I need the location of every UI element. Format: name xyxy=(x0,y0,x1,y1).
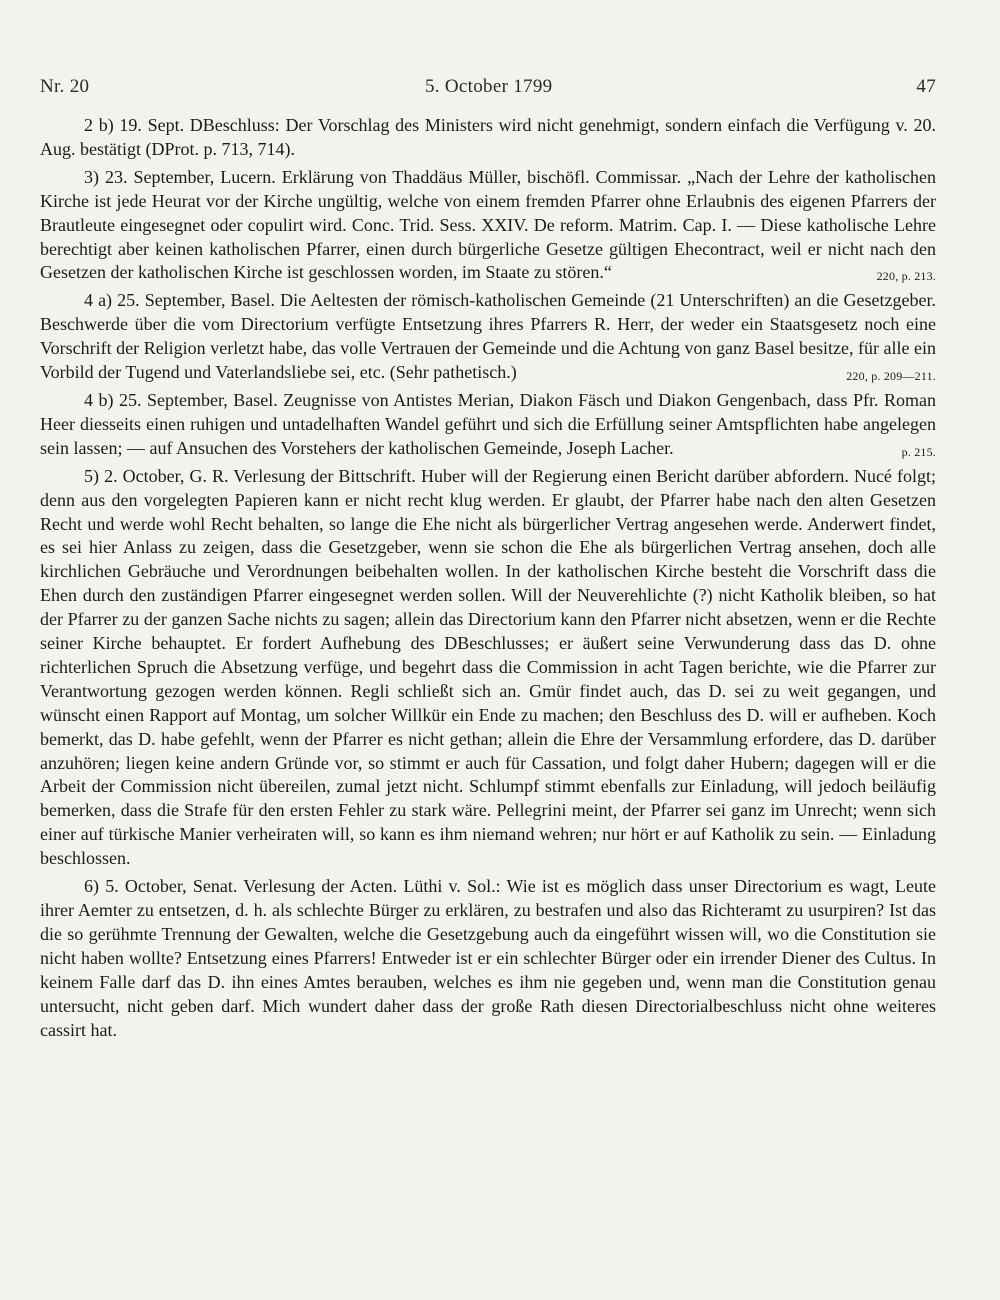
source-reference: p. 215. xyxy=(901,444,936,459)
paragraph-text: 5) 2. October, G. R. Verlesung der Bittschrift. Huber will der Regierung einen Bericht darüber abfordern. Nucé folgt; denn aus den vorgelegten Papieren kann er nicht recht klug werden. Er glaubt, der Pfarrer habe nach den alten Gesetzen Recht und werde wohl Recht behalten, so lange die Ehe nicht als bürgerlicher Vertrag angesehen werde. Anderwert findet, es sei hier Anlass zu zeigen, dass die Gesetzgeber, wenn sie schon die Ehe als bürgerlichen Vertrag ansehen, doch alle kirchlichen Gebräuche und Verordnungen beibehalten wollen. In der katholischen Kirche besteht die Vorschrift dass die Ehen durch den zuständigen Pfarrer eingesegnet werden sollen. Will der Neuverehlichte (?) nicht Katholik bleiben, so hat der Pfarrer zu der ganzen Sache nichts zu sagen; allein das Directorium kann den Pfarrer nicht absetzen, wenn er die Rechte seiner Kirche behauptet. Er fordert Aufhebung des DBeschlusses; er äußert seine Verwunderung dass das D. ohne richterlichen Spruch die Absetzung verfüge, und begehrt dass die Commission in acht Tagen berichte, wie die Pfarrer zur Verantwortung gezogen werden können. Regli schließt sich an. Gmür findet auch, das D. sei zu weit gegangen, und wünscht einen Rapport auf Montag, um solcher Willkür ein Ende zu machen; den Beschluss des D. will er aufheben. Koch bemerkt, das D. habe gefehlt, wenn der Pfarrer es nicht gethan; allein die Ehre der Versammlung erfordere, das D. darüber anzuhören; liegen keine andern Gründe vor, so stimmt er auch für Cassation, und folgt daher Hubern; dagegen will er die Arbeit der Commission nicht übereilen, zumal jetzt nicht. Schlumpf stimmt ebenfalls zur Einladung, will jedoch beiläufig bemerken, dass die Strafe für den ersten Fehler zu stark wäre. Pellegrini meint, der Pfarrer sei ganz im Unrecht; wenn sich einer auf türkische Manier verheiraten will, so kann es ihm niemand wehren; nur hört er auf Katholik zu sein. — Einladung beschlossen. xyxy=(40,465,936,869)
source-reference: 220, p. 209—211. xyxy=(846,369,936,384)
paragraph-5 xyxy=(40,465,936,871)
paragraph-2b xyxy=(40,114,936,162)
document-body xyxy=(40,114,936,1046)
paragraph-text: 4 a) 25. September, Basel. Die Aeltesten der römisch-katholischen Gemeinde (21 Unterschriften) an die Gesetzgeber. Beschwerde über die vom Directorium verfügte Entsetzung ihres Pfarrers R. Herr, der weder ein Staatsgesetz noch eine Vorschrift der Religion verletzt habe, das volle Vertrauen der Gemeinde und die Achtung von ganz Basel besitze, für alle ein Vorbild der Tugend und Vaterlandsliebe sei, etc. (Sehr pathetisch.) xyxy=(40,290,936,383)
paragraph-text: 6) 5. October, Senat. Verlesung der Acten. Lüthi v. Sol.: Wie ist es möglich dass unser Directorium es wagt, Leute ihrer Aemter zu entsetzen, d. h. als schlechte Bürger zu erklären, zu bestrafen und also das Richteramt zu usurpiren? Ist das die so gerühmte Trennung der Gewalten, welche die Gesetzgebung auch da eingeführt wissen will, wo die Constitution sie nicht haben wollte? Entsetzung eines Pfarrers! Entweder ist er ein schlechter Bürger oder ein irrender Diener des Cultus. In keinem Falle darf das D. ihn eines Amtes berauben, welches es ihm nie gegeben und, wenn man die Constitution genau untersucht, nicht geben darf. Mich wundert daher dass der große Rath diesen Directorialbeschluss nicht ohne weiteres cassirt hat. xyxy=(40,876,936,1040)
paragraph-text: 4 b) 25. September, Basel. Zeugnisse von Antistes Merian, Diakon Fäsch und Diakon Gengenbach, dass Pfr. Roman Heer diesseits einen ruhigen und untadelhaften Wandel geführt und sich die Erfüllung seiner Amtspflichten habe angelegen sein lassen; — auf Ansuchen des Vorstehers der katholischen Gemeinde, Joseph Lacher. xyxy=(40,389,936,458)
source-reference: 220, p. 213. xyxy=(876,269,936,284)
paragraph-text: 2 b) 19. Sept. DBeschluss: Der Vorschlag des Ministers wird nicht genehmigt, sondern einfach die Verfügung v. 20. Aug. bestätigt (DProt. p. 713, 714). xyxy=(40,115,936,159)
paragraph-text: 3) 23. September, Lucern. Erklärung von Thaddäus Müller, bischöfl. Commissar. „Nach der Lehre der katholischen Kirche ist jede Heurat vor der Kirche ungültig, welche von einem fremden Pfarrer ohne Erlaubnis des eigenen Pfarrers der Brautleute eingesegnet oder copulirt wird. Conc. Trid. Sess. XXIV. De reform. Matrim. Cap. I. — Diese katholische Lehre berechtigt aber keinen katholischen Pfarrer, einen durch bürgerliche Gesetze gültigen Ehecontract, weil er nicht nach den Gesetzen der katholischen Kirche ist geschlossen worden, im Staate zu stören.“ xyxy=(40,166,936,283)
page-number: 47 xyxy=(916,76,936,97)
paragraph-4b xyxy=(40,389,936,461)
page-date: 5. October 1799 xyxy=(425,76,553,97)
document-number: Nr. 20 xyxy=(40,76,90,97)
paragraph-3 xyxy=(40,166,936,286)
paragraph-4a xyxy=(40,289,936,385)
page-header xyxy=(40,76,936,100)
paragraph-6 xyxy=(40,875,936,1042)
